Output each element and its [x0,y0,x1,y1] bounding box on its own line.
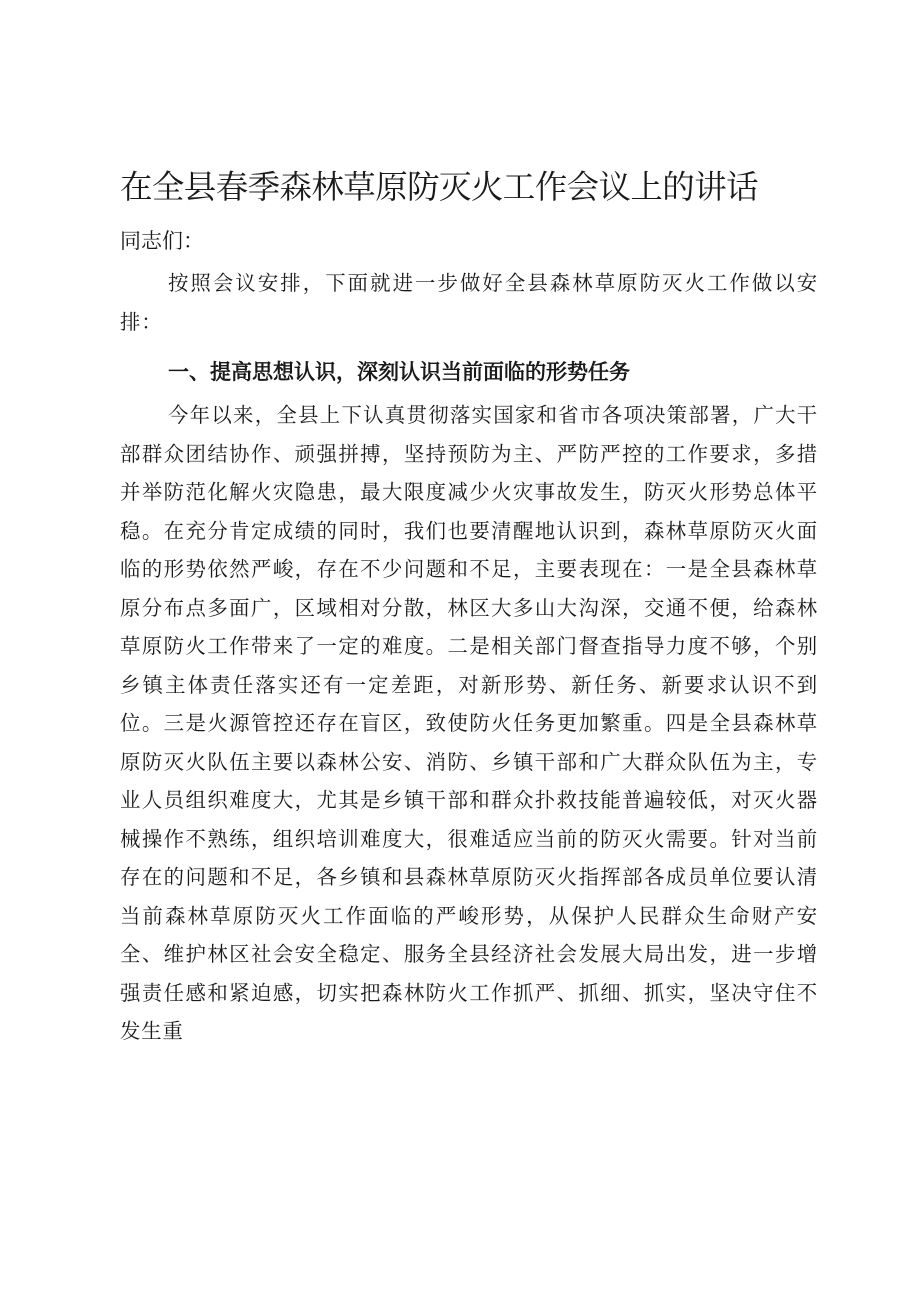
body-paragraph: 今年以来，全县上下认真贯彻落实国家和省市各项决策部署，广大干部群众团结协作、顽强拼搏，坚持预防为主、严防严控的工作要求，多措并举防范化解火灾隐患，最大限度减少火灾事故发生，防灭火形势总体平稳。在充分肯定成绩的同时，我们也要清醒地认识到，森林草原防灭火面临的形势依然严峻，存在不少问题和不足，主要表现在：一是全县森林草原分布点多面广，区域相对分散，林区大多山大沟深，交通不便，给森林草原防火工作带来了一定的难度。二是相关部门督查指导力度不够，个别乡镇主体责任落实还有一定差距，对新形势、新任务、新要求认识不到位。三是火源管控还存在盲区，致使防火任务更加繁重。四是全县森林草原防灭火队伍主要以森林公安、消防、乡镇干部和广大群众队伍为主，专业人员组织难度大，尤其是乡镇干部和群众扑救技能普遍较低，对灭火器械操作不熟练，组织培训难度大，很难适应当前的防灭火需要。针对当前存在的问题和不足，各乡镇和县森林草原防灭火指挥部各成员单位要认清当前森林草原防灭火工作面临的严峻形势，从保护人民群众生命财产安全、维护林区社会安全稳定、服务全县经济社会发展大局出发，进一步增强责任感和紧迫感，切实把森林防火工作抓严、抓细、抓实，坚决守住不发生重 [120,403,818,1043]
section-heading: 一、提高思想认识，深刻认识当前面临的形势任务 [168,360,630,384]
document-title: 在全县春季森林草原防灭火工作会议上的讲话 [120,168,759,206]
intro-paragraph: 按照会议安排，下面就进一步做好全县森林草原防灭火工作做以安排： [120,271,818,334]
document-page [120,0,818,1301]
salutation: 同志们： [120,229,204,253]
